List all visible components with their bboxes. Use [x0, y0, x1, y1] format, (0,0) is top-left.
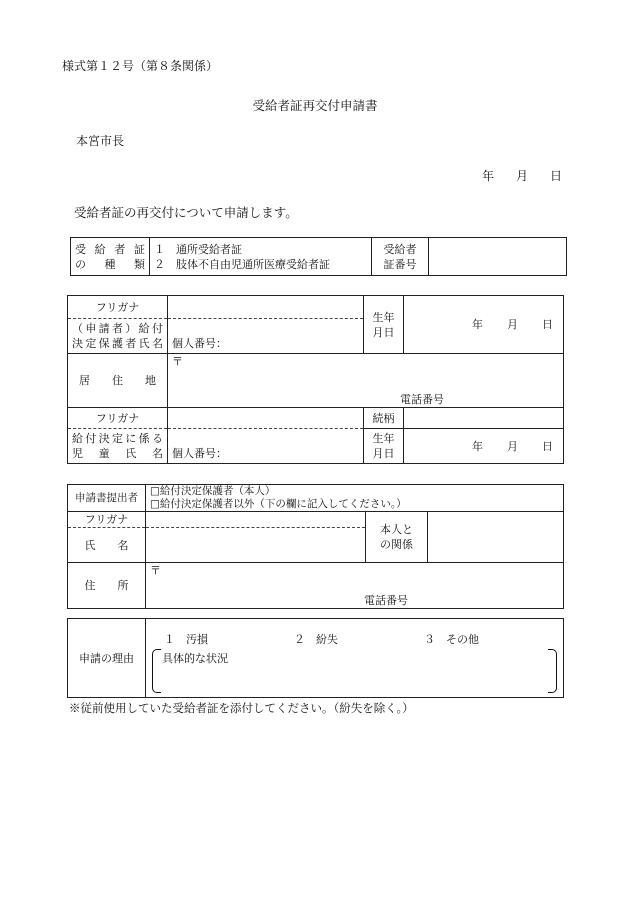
page-title: 受給者証再交付申請書	[252, 98, 378, 113]
submitter-phone-label: 電話番号	[364, 594, 408, 607]
guardian-address-label: 居 住 地	[68, 354, 168, 408]
submitter-address-field[interactable]	[146, 563, 564, 609]
day-label: 日	[550, 169, 563, 183]
child-furigana-field[interactable]	[168, 408, 364, 429]
year-label: 年	[482, 169, 495, 183]
specific-situation-label: 具体的な状況	[162, 652, 228, 665]
guardian-furigana-field[interactable]	[168, 296, 364, 319]
submitter-relation-field[interactable]	[428, 512, 564, 563]
reason-table	[67, 618, 564, 698]
reason-label: 申請の理由	[68, 619, 146, 698]
option-medical-cert[interactable]: ２ 肢体不自由児通所医療受給者証	[154, 257, 330, 271]
guardian-phone-label: 電話番号	[400, 393, 444, 406]
left-bracket	[152, 649, 161, 693]
guardian-child-table	[67, 295, 564, 464]
relation-label: 続柄	[364, 408, 404, 429]
submitter-label: 申請書提出者	[68, 485, 146, 512]
certificate-type-table	[70, 237, 567, 276]
submitter-table	[67, 484, 564, 609]
checkbox-guardian-self[interactable]: □給付決定保護者（本人）	[150, 485, 276, 497]
child-personal-number-label: 個人番号：	[172, 447, 227, 460]
child-birthdate-field[interactable]: 年 月 日	[404, 429, 564, 464]
guardian-birth-label: 生年 月日	[364, 296, 404, 354]
guardian-personal-number-label: 個人番号：	[172, 337, 227, 350]
submitter-relation-label: 本人と の関係	[366, 512, 428, 563]
submitter-name-field[interactable]	[146, 528, 366, 563]
postal-mark: 〒	[150, 564, 161, 577]
intro-text: 受給者証の再交付について申請します。	[74, 205, 298, 220]
certificate-type-options[interactable]	[150, 238, 372, 276]
guardian-name-field[interactable]	[168, 319, 364, 354]
option-day-service-cert[interactable]: １ 通所受給者証	[154, 242, 242, 256]
application-date[interactable]	[482, 167, 562, 184]
form-number: 様式第１２号（第８条関係）	[62, 59, 219, 73]
child-birth-label: 生年 月日	[364, 429, 404, 464]
submitter-furigana-label: フリガナ	[68, 512, 146, 528]
attachment-note: ※従前使用していた受給者証を添付してください。（紛失を除く。）	[69, 701, 414, 715]
guardian-furigana-label: フリガナ	[68, 296, 168, 319]
postal-mark: 〒	[172, 355, 183, 368]
guardian-address-field[interactable]	[168, 354, 564, 408]
right-bracket	[548, 649, 557, 693]
reason-soiled[interactable]: １ 汚損	[164, 633, 208, 646]
guardian-birthdate-field[interactable]: 年 月 日	[404, 296, 564, 354]
reason-lost[interactable]: ２ 紛失	[294, 633, 338, 646]
submitter-options[interactable]	[146, 485, 564, 512]
relation-field[interactable]	[404, 408, 564, 429]
addressee: 本宮市長	[76, 134, 125, 148]
submitter-address-label: 住 所	[68, 563, 146, 609]
reason-other[interactable]: ３ その他	[424, 633, 479, 646]
certificate-number-label: 受給者 証番号	[372, 238, 429, 276]
checkbox-other-than-guardian[interactable]: □給付決定保護者以外（下の欄に記入してください。）	[150, 498, 407, 510]
submitter-name-label: 氏 名	[68, 528, 146, 563]
reason-field[interactable]	[146, 619, 564, 698]
child-furigana-label: フリガナ	[68, 408, 168, 429]
month-label: 月	[516, 169, 529, 183]
submitter-furigana-field[interactable]	[146, 512, 366, 528]
child-name-field[interactable]	[168, 429, 364, 464]
certificate-type-label: 受 給 者 証 の 種 類	[71, 238, 150, 276]
guardian-name-label: （申請者）給付 決定保護者氏名	[68, 319, 168, 354]
child-name-label: 給付決定に係る 児 童 氏 名	[68, 429, 168, 464]
certificate-number-field[interactable]	[429, 238, 567, 276]
